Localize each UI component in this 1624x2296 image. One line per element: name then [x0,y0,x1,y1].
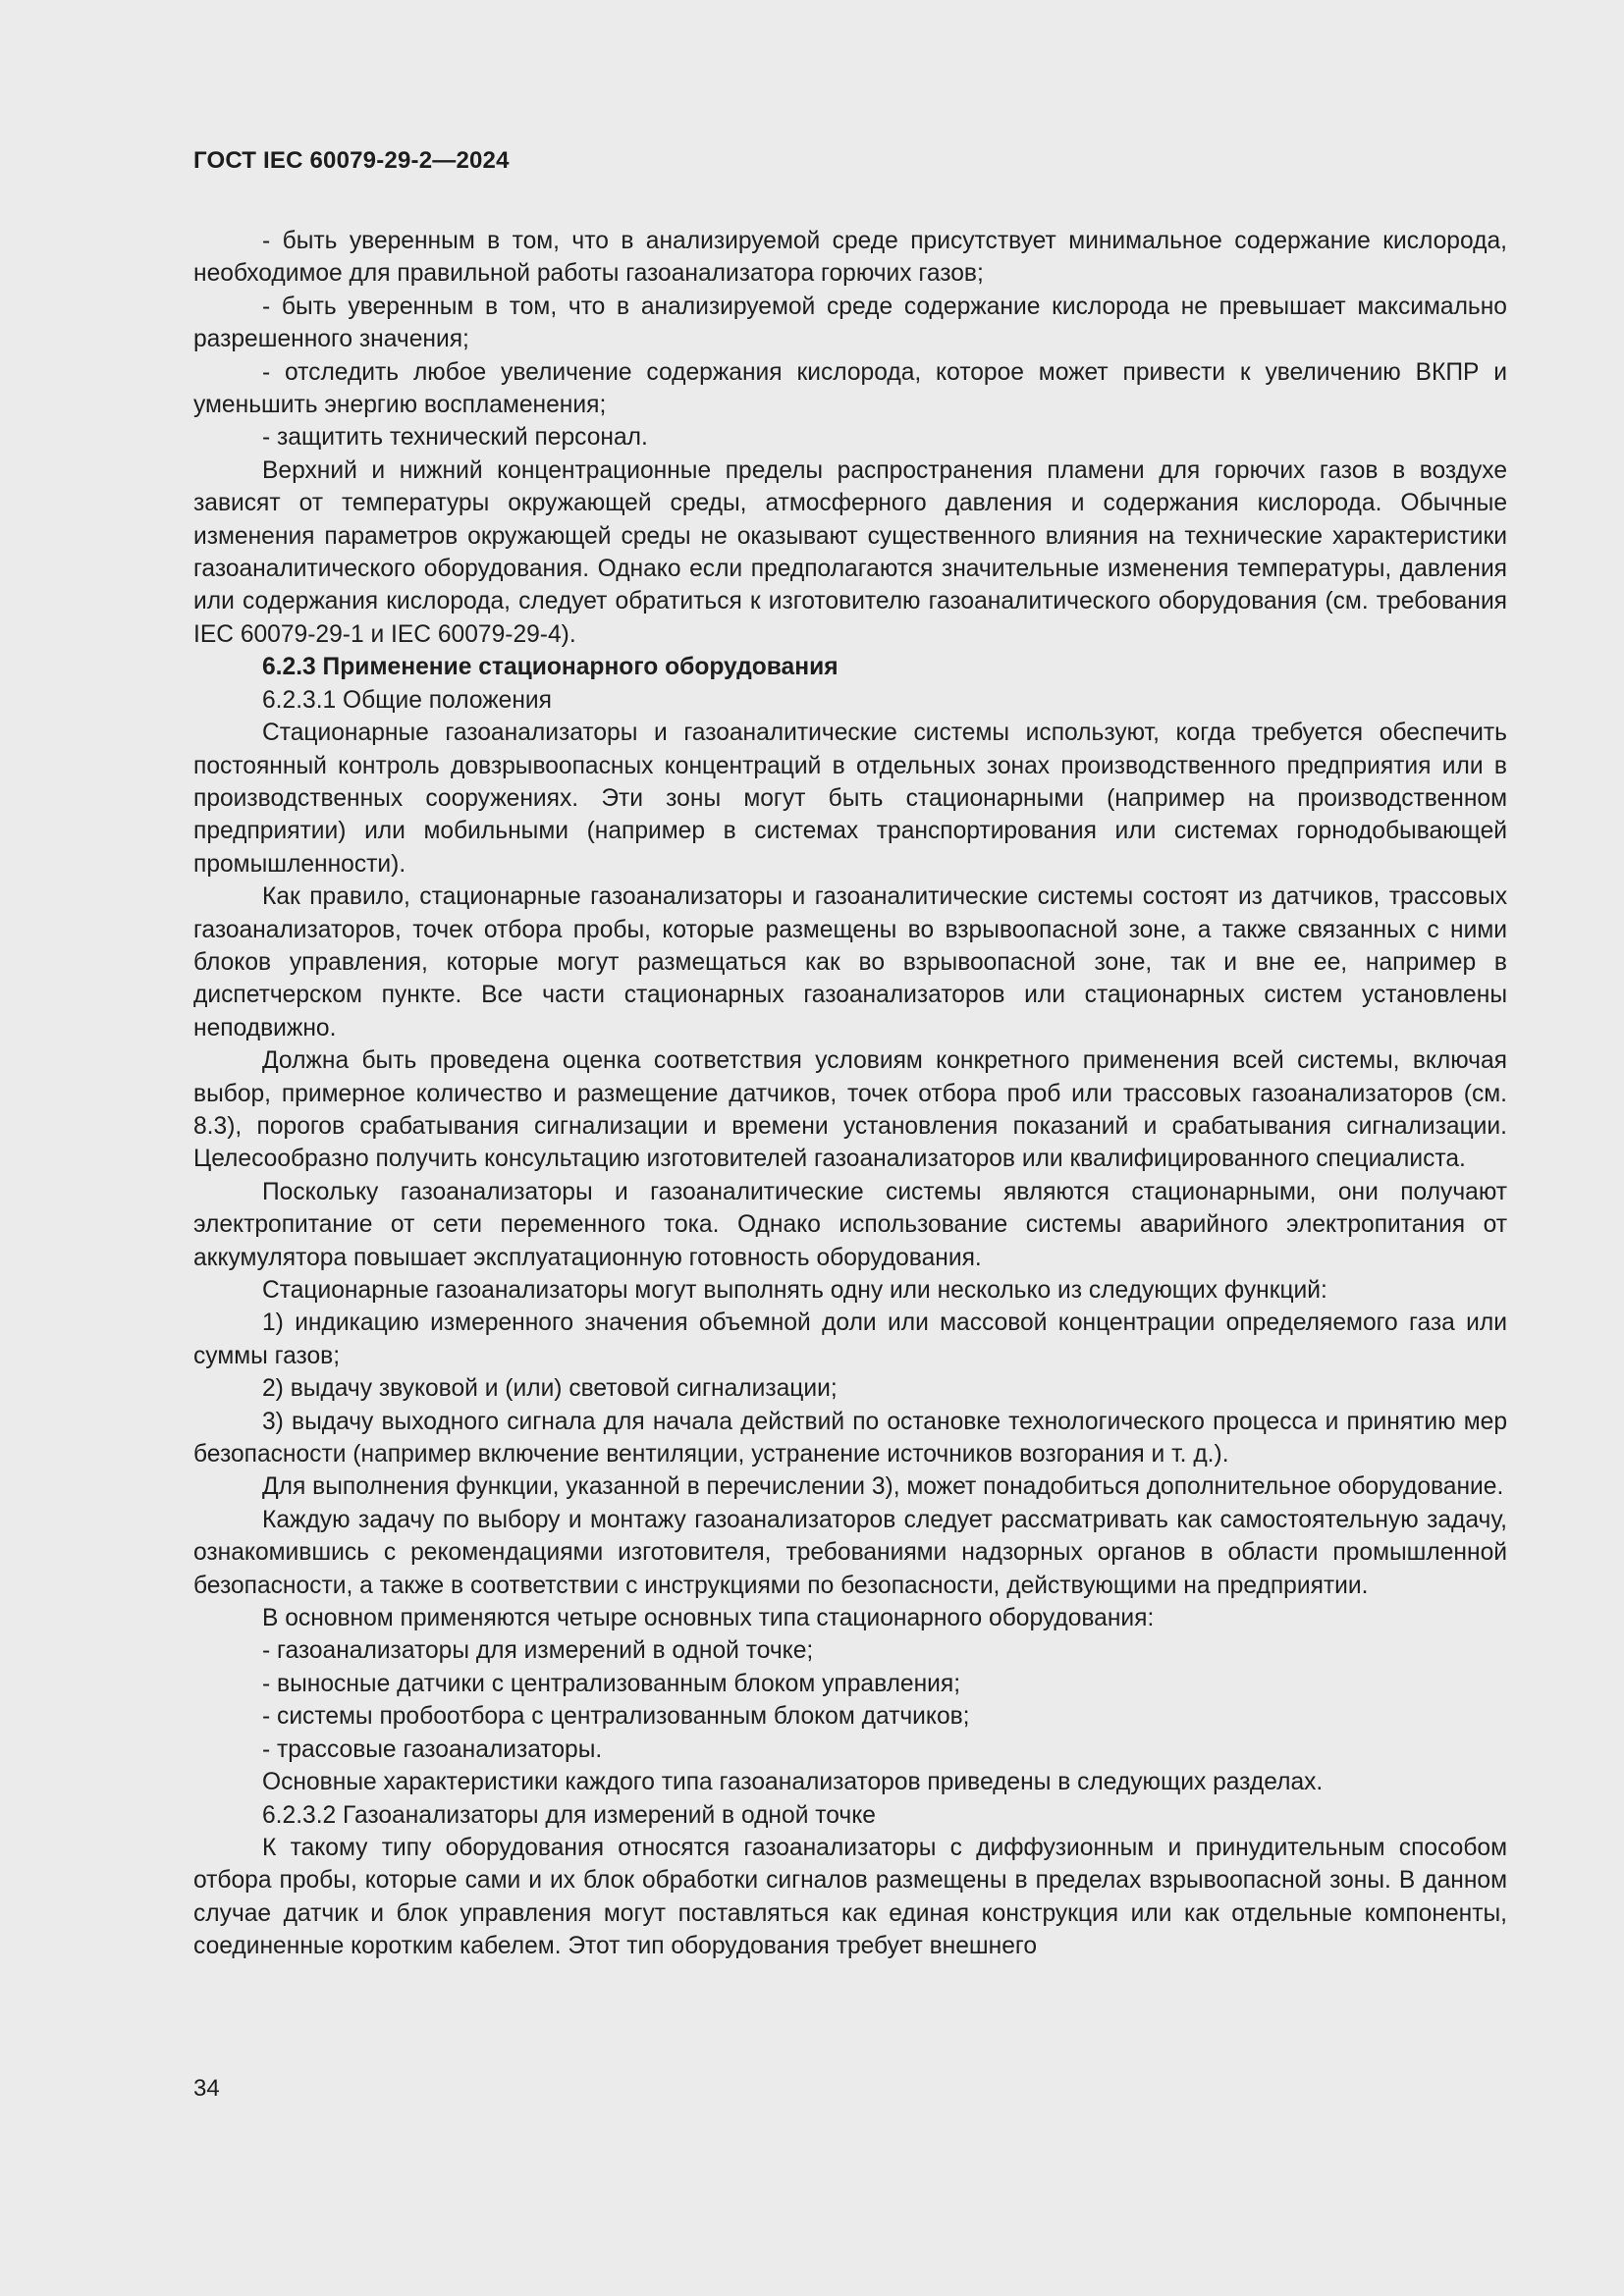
body-paragraph: К такому типу оборудования относятся газоанализаторы с диффузионным и принудительным способом отбора пробы, которые сами и их блок обработки сигналов размещены в пределах взрывоопасной зоны. В данном случае датчик и блок управления могут поставляться как единая конструкция или как отдельные компоненты, соединенные коротким кабелем. Этот тип оборудования требует внешнего [193,1834,1507,1960]
body-paragraph: - быть уверенным в том, что в анализируемой среде присутствует минимальное содержание кислорода, необходимое для правильной работы газоанализатора горючих газов; [193,228,1507,288]
body-paragraph: Стационарные газоанализаторы и газоаналитические системы используют, когда требуется обеспечить постоянный контроль довзрывоопасных концентраций в отдельных зонах производственного предприятия или в производственных сооружениях. Эти зоны могут быть стационарными (например на производственном предприятии) или мобильными (например в системах транспортирования или системах горнодобывающей промышленности). [193,720,1507,878]
section-heading: 6.2.3 Применение стационарного оборудования [262,654,839,681]
body-paragraph: 3) выдачу выходного сигнала для начала действий по остановке технологического процесса и принятию мер безопасности (например включение вентиляции, устранение источников возгорания и т. д.). [193,1408,1507,1468]
body-paragraph: Стационарные газоанализаторы могут выполнять одну или несколько из следующих функций: [262,1277,1327,1304]
body-paragraph: В основном применяются четыре основных типа стационарного оборудования: [262,1605,1155,1632]
body-paragraph: 6.2.3.2 Газоанализаторы для измерений в одной точке [262,1801,876,1829]
body-paragraph: - газоанализаторы для измерений в одной точке; [262,1637,814,1665]
body-paragraph: - системы пробоотбора с централизованным блоком датчиков; [262,1703,970,1731]
body-paragraph: 6.2.3.1 Общие положения [262,686,552,714]
body-paragraph: - быть уверенным в том, что в анализируемой среде содержание кислорода не превышает максимально разрешенного значения; [193,293,1507,353]
body-paragraph: 2) выдачу звуковой и (или) световой сигнализации; [262,1375,838,1403]
body-paragraph: - выносные датчики с централизованным блоком управления; [262,1670,961,1697]
page-number: 34 [193,2075,220,2102]
body-paragraph: Верхний и нижний концентрационные пределы распространения пламени для горючих газов в воздухе зависят от температуры окружающей среды, атмосферного давления и содержания кислорода. Обычные изменения параметров окружающей среды не оказывают существенного влияния на технические характеристики газоаналитического оборудования. Однако если предполагаются значительные изменения температуры, давления или содержания кислорода, следует обратиться к изготовителю газоаналитического оборудования (см. требования IEC 60079-29-1 и IEC 60079-29-4). [193,456,1507,648]
document-body [193,225,1507,1963]
body-paragraph: Каждую задачу по выбору и монтажу газоанализаторов следует рассматривать как самостоятельную задачу, ознакомившись с рекомендациями изготовителя, требованиями надзорных органов в области промышленной безопасности, а также в соответствии с инструкциями по безопасности, действующими на предприятии. [193,1506,1507,1599]
body-paragraph: - трассовые газоанализаторы. [262,1735,603,1763]
body-paragraph: Как правило, стационарные газоанализаторы и газоаналитические системы состоят из датчиков, трассовых газоанализаторов, точек отбора пробы, которые размещены во взрывоопасной зоне, а также связанных с ними блоков управления, которые могут размещаться как во взрывоопасной зоне, так и вне ее, например в диспетчерском пункте. Все части стационарных газоанализаторов или стационарных систем установлены неподвижно. [193,883,1507,1041]
body-paragraph: Для выполнения функции, указанной в перечислении 3), может понадобиться дополнительное оборудование. [262,1473,1504,1501]
body-paragraph: - отследить любое увеличение содержания кислорода, которое может привести к увеличению ВКПР и уменьшить энергию воспламенения; [193,358,1507,419]
body-paragraph: Поскольку газоанализаторы и газоаналитические системы являются стационарными, они получают электропитание от сети переменного тока. Однако использование системы аварийного электропитания от аккумулятора повышает эксплуатационную готовность оборудования. [193,1178,1507,1271]
body-paragraph: Должна быть проведена оценка соответствия условиям конкретного применения всей системы, включая выбор, примерное количество и размещение датчиков, точек отбора проб или трассовых газоанализаторов (см. 8.3), порогов срабатывания сигнализации и времени установления показаний и срабатывания сигнализации. Целесообразно получить консультацию изготовителей газоанализаторов или квалифицированного специалиста. [193,1047,1507,1173]
body-paragraph: Основные характеристики каждого типа газоанализаторов приведены в следующих разделах. [262,1769,1324,1796]
document-header: ГОСТ IEC 60079-29-2—2024 [193,147,510,174]
body-paragraph: - защитить технический персонал. [262,424,648,452]
body-paragraph: 1) индикацию измеренного значения объемной доли или массовой концентрации определяемого газа или суммы газов; [193,1309,1507,1369]
